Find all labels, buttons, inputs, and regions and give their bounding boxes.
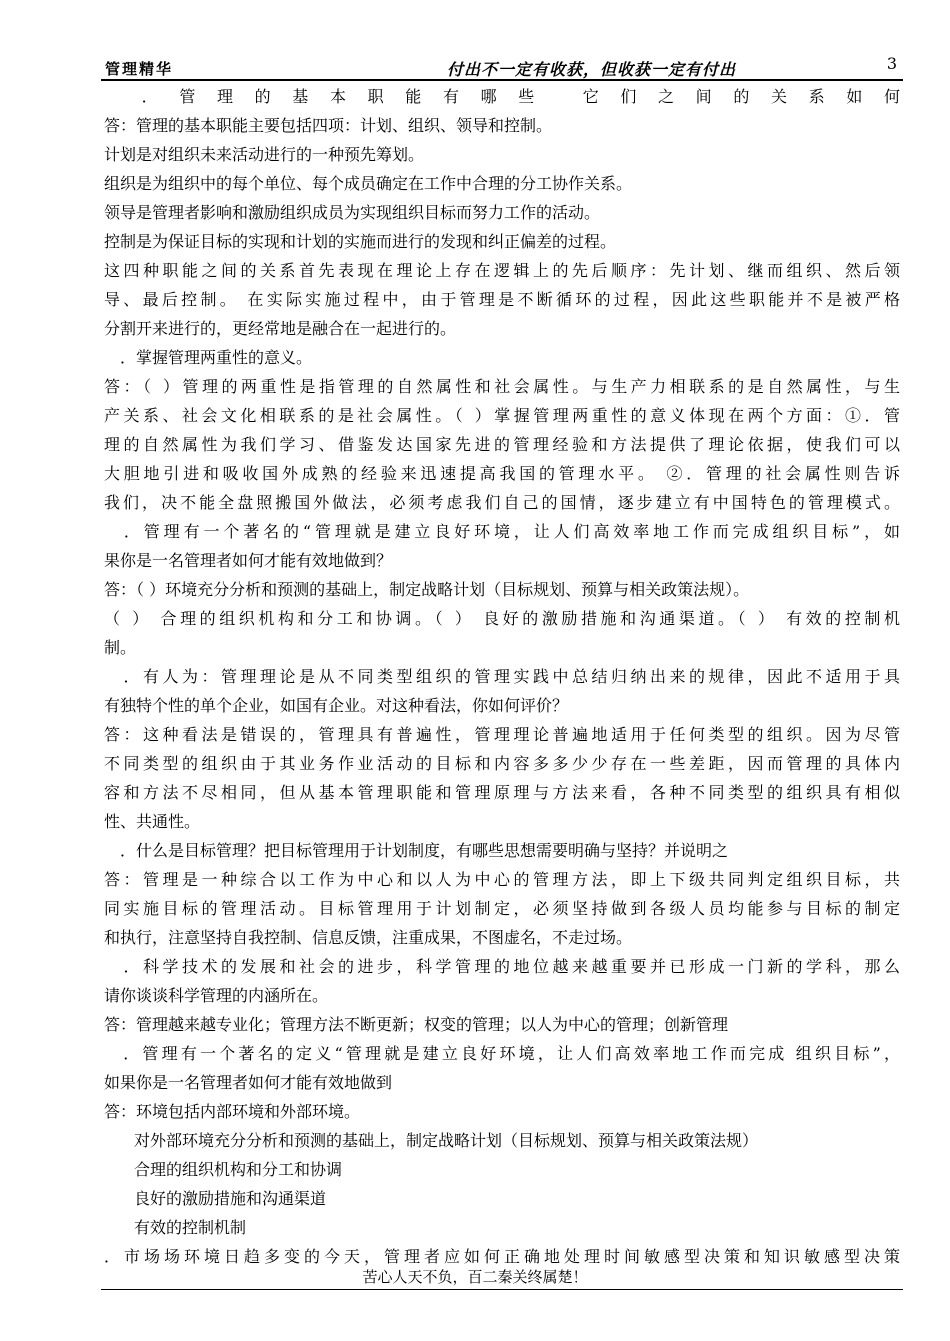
text-line: 有效的控制机制 <box>134 1218 247 1237</box>
text-line: 答：管理越来越专业化；管理方法不断更新；权变的管理；以人为中心的管理；创新管理 <box>104 1015 729 1034</box>
text-line: 理的自然属性为我们学习、借鉴发达国家先进的管理经验和方法提供了理论依据，使我们可以 <box>104 435 900 454</box>
text-line: 这四种职能之间的关系首先表现在理论上存在逻辑上的先后顺序：先计划、继而组织、然后领 <box>104 261 900 280</box>
text-line: （ ） 合理的组织机构和分工和协调。（ ） 良好的激励措施和沟通渠道。（ ） 有效的控制机 <box>104 609 900 628</box>
text-line: 领导是管理者影响和激励组织成员为实现组织目标而努力工作的活动。 <box>104 203 601 222</box>
text-line: 控制是为保证目标的实现和计划的实施而进行的发现和纠正偏差的过程。 <box>104 232 617 251</box>
page-number: 3 <box>886 54 897 73</box>
footer-divider <box>101 1289 903 1290</box>
text-line: 计划是对组织未来活动进行的一种预先筹划。 <box>104 145 425 164</box>
text-line: 答：（ ）环境充分分析和预测的基础上，制定战略计划（目标规划、预算与相关政策法规）。 <box>104 580 750 599</box>
text-line: ．管理的基本职能有哪些 它们之间的关系如何 <box>104 87 900 106</box>
text-line: 如果你是一名管理者如何才能有效地做到 <box>104 1073 393 1092</box>
text-line: 性、共通性。 <box>104 812 201 831</box>
header-title: 管理精华 <box>105 60 174 78</box>
text-line: 我们，决不能全盘照搬国外做法，必须考虑我们自己的国情，逐步建立有中国特色的管理模式。 <box>104 493 900 512</box>
text-line: ．掌握管理两重性的意义。 <box>104 348 313 367</box>
text-line: ．市场场环境日趋多变的今天，管理者应如何正确地处理时间敏感型决策和知识敏感型决策 <box>104 1247 900 1266</box>
text-line: 对外部环境充分分析和预测的基础上，制定战略计划（目标规划、预算与相关政策法规） <box>134 1131 759 1150</box>
text-line: 和执行，注意坚持自我控制、信息反馈，注重成果，不图虚名，不走过场。 <box>104 928 633 947</box>
text-line: 容和方法不尽相同，但从基本管理职能和管理原理与方法来看，各种不同类型的组织具有相似 <box>104 783 900 802</box>
page-header <box>101 52 903 80</box>
text-line: 同实施目标的管理活动。目标管理用于计划制定，必须坚持做到各级人员均能参与目标的制定 <box>104 899 900 918</box>
text-line: 答：（ ）管理的两重性是指管理的自然属性和社会属性。与生产力相联系的是自然属性，与生 <box>104 377 900 396</box>
text-line: ．有人为：管理理论是从不同类型组织的管理实践中总结归纳出来的规律，因此不适用于具 <box>104 667 900 686</box>
text-line: 良好的激励措施和沟通渠道 <box>134 1189 327 1208</box>
text-line: ．什么是目标管理？把目标管理用于计划制度，有哪些思想需要明确与坚持？并说明之 <box>104 841 729 860</box>
header-motto: 付出不一定有收获，但收获一定有付出 <box>447 60 737 79</box>
text-line: 产关系、社会文化相联系的是社会属性。（ ）掌握管理两重性的意义体现在两个方面：①．管 <box>104 406 900 425</box>
text-line: 有独特个性的单个企业，如国有企业。对这种看法，你如何评价？ <box>104 696 569 715</box>
text-line: 请你谈谈科学管理的内涵所在。 <box>104 986 329 1005</box>
text-line: 导、最后控制。 在实际实施过程中，由于管理是不断循环的过程，因此这些职能并不是被严格 <box>104 290 900 309</box>
text-line: ．管理有一个著名的定义“管理就是建立良好环境，让人们高效率地工作而完成 组织目标”， <box>104 1044 900 1063</box>
text-line: 答：管理是一种综合以工作为中心和以人为中心的管理方法，即上下级共同判定组织目标，共 <box>104 870 900 889</box>
text-line: 大胆地引进和吸收国外成熟的经验来迅速提高我国的管理水平。 ②．管理的社会属性则告诉 <box>104 464 900 483</box>
header-divider <box>101 79 903 81</box>
text-line: 合理的组织机构和分工和协调 <box>134 1160 343 1179</box>
page-footer: 苦心人天不负，百二秦关终属楚！ <box>362 1268 588 1286</box>
text-line: 组织是为组织中的每个单位、每个成员确定在工作中合理的分工协作关系。 <box>104 174 633 193</box>
text-line: 不同类型的组织由于其业务作业活动的目标和内容多多少少存在一些差距，因而管理的具体内 <box>104 754 900 773</box>
text-line: 果你是一名管理者如何才能有效地做到？ <box>104 551 393 570</box>
text-line: ．科学技术的发展和社会的进步，科学管理的地位越来越重要并已形成一门新的学科，那么 <box>104 957 900 976</box>
text-line: 答：这种看法是错误的，管理具有普遍性，管理理论普遍地适用于任何类型的组织。因为尽管 <box>104 725 900 744</box>
text-line: 答：环境包括内部环境和外部环境。 <box>104 1102 361 1121</box>
text-line: 答：管理的基本职能主要包括四项：计划、组织、领导和控制。 <box>104 116 553 135</box>
text-line: 分割开来进行的，更经常地是融合在一起进行的。 <box>104 319 457 338</box>
text-line: 制。 <box>104 638 137 657</box>
document-body <box>104 82 900 1271</box>
text-line: ．管理有一个著名的“管理就是建立良好环境，让人们高效率地工作而完成组织目标”，如 <box>104 522 900 541</box>
